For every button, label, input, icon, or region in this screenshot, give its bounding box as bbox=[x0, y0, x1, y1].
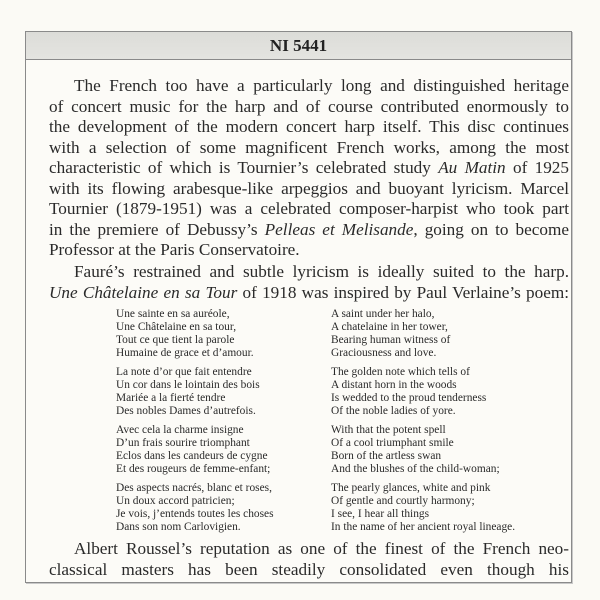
poem-stanza bbox=[116, 366, 274, 418]
text-line: with its flowing arabesque-like arpeggios and buoyant lyricism. Marcel bbox=[49, 178, 569, 198]
poem-line: Dans son nom Carlovigien. bbox=[116, 521, 241, 533]
poem-line: The golden note which tells of bbox=[331, 366, 470, 378]
intro-paragraph bbox=[49, 76, 569, 261]
poem-stanza bbox=[331, 424, 515, 476]
poem-line: Avec cela la charme insigne bbox=[116, 424, 244, 436]
poem-line: Of a cool triumphant smile bbox=[331, 437, 454, 449]
text-line: of concert music for the harp and of course contributed enormously to bbox=[49, 96, 569, 116]
poem-line: Is wedded to the proud tenderness bbox=[331, 392, 487, 404]
text-segment: characteristic of which is Tournier’s celebrated study bbox=[49, 158, 439, 177]
text-line bbox=[49, 283, 569, 304]
poem-line: Une Châtelaine en sa tour, bbox=[116, 321, 237, 333]
work-title: Une Châtelaine en sa Tour bbox=[49, 282, 238, 302]
poem-line: Une sainte en sa auréole, bbox=[116, 308, 230, 320]
poem-line: Et des rougeurs de femme-enfant; bbox=[116, 463, 271, 475]
poem-line: Bearing human witness of bbox=[331, 334, 451, 346]
text-segment: of 1925 bbox=[505, 158, 569, 177]
work-title: Au Matin bbox=[438, 158, 506, 177]
poem-line: Un cor dans le lointain des bois bbox=[116, 379, 260, 391]
poem-english bbox=[331, 308, 515, 534]
poem-line: Je vois, j’entends toutes les choses bbox=[116, 508, 274, 520]
poem-stanza bbox=[331, 366, 515, 418]
poem-line: With that the potent spell bbox=[331, 424, 446, 436]
faure-paragraph bbox=[49, 262, 569, 303]
text-line: Professor at the Paris Conservatoire. bbox=[49, 240, 300, 259]
text-line bbox=[49, 220, 569, 241]
work-title: Pelleas et Melisande bbox=[264, 219, 414, 239]
catalog-header: NI 5441 bbox=[26, 32, 571, 60]
poem-line: Mariée a la fierté tendre bbox=[116, 392, 226, 404]
text-line: Tournier (1879-1951) was a celebrated composer-harpist who took part bbox=[49, 199, 569, 218]
text-segment: in the premiere of Debussy’s bbox=[49, 219, 265, 239]
poem-line: And the blushes of the child-woman; bbox=[331, 463, 500, 475]
text-line: the development of the modern concert harp itself. This disc continues bbox=[49, 117, 569, 136]
poem-stanza bbox=[116, 308, 274, 360]
poem-line: Tout ce que tient la parole bbox=[116, 334, 235, 346]
poem-stanza bbox=[331, 482, 515, 534]
poem-line: La note d’or que fait entendre bbox=[116, 366, 252, 378]
poem-stanza bbox=[116, 424, 274, 476]
poem-line: D’un frais sourire triomphant bbox=[116, 437, 250, 449]
text-line: Albert Roussel’s reputation as one of the finest of the French neo- bbox=[74, 539, 569, 558]
text-line: with a selection of some magnificent French works, among the most bbox=[49, 137, 569, 157]
poem-line: A chatelaine in her tower, bbox=[331, 321, 448, 333]
text-line: The French too have a particularly long and distinguished heritage bbox=[74, 76, 569, 95]
text-segment: , going on to become bbox=[413, 219, 569, 239]
poem-line: Des nobles Dames d’autrefois. bbox=[116, 405, 256, 417]
poem-french bbox=[116, 308, 274, 534]
text-line: Fauré’s restrained and subtle lyricism is ideally suited to the harp. bbox=[74, 262, 569, 281]
poem-stanza bbox=[331, 308, 515, 360]
poem-line: A distant horn in the woods bbox=[331, 379, 457, 391]
poem-line: Des aspects nacrés, blanc et roses, bbox=[116, 482, 272, 494]
poem-line: In the name of her ancient royal lineage. bbox=[331, 521, 516, 533]
poem-line: Of the noble ladies of yore. bbox=[331, 405, 456, 417]
booklet-frame bbox=[25, 31, 572, 583]
poem-line: The pearly glances, white and pink bbox=[331, 482, 491, 494]
poem-line: Graciousness and love. bbox=[331, 347, 437, 359]
poem-stanza bbox=[116, 482, 274, 534]
poem-line: Humaine de grace et d’amour. bbox=[116, 347, 254, 359]
poem-line: A saint under her halo, bbox=[331, 308, 435, 320]
poem-line: Un doux accord patricien; bbox=[116, 495, 235, 507]
text-line bbox=[49, 158, 569, 179]
poem-line: Of gentle and courtly harmony; bbox=[331, 495, 475, 507]
poem-line: I see, I hear all things bbox=[331, 508, 430, 520]
roussel-paragraph bbox=[49, 539, 569, 580]
text-line: classical masters has been steadily consolidated even though his bbox=[49, 559, 569, 579]
poem-line: Eclos dans les candeurs de cygne bbox=[116, 450, 268, 462]
text-segment: of 1918 was inspired by Paul Verlaine’s poem: bbox=[237, 282, 569, 302]
poem-line: Born of the artless swan bbox=[331, 450, 442, 462]
